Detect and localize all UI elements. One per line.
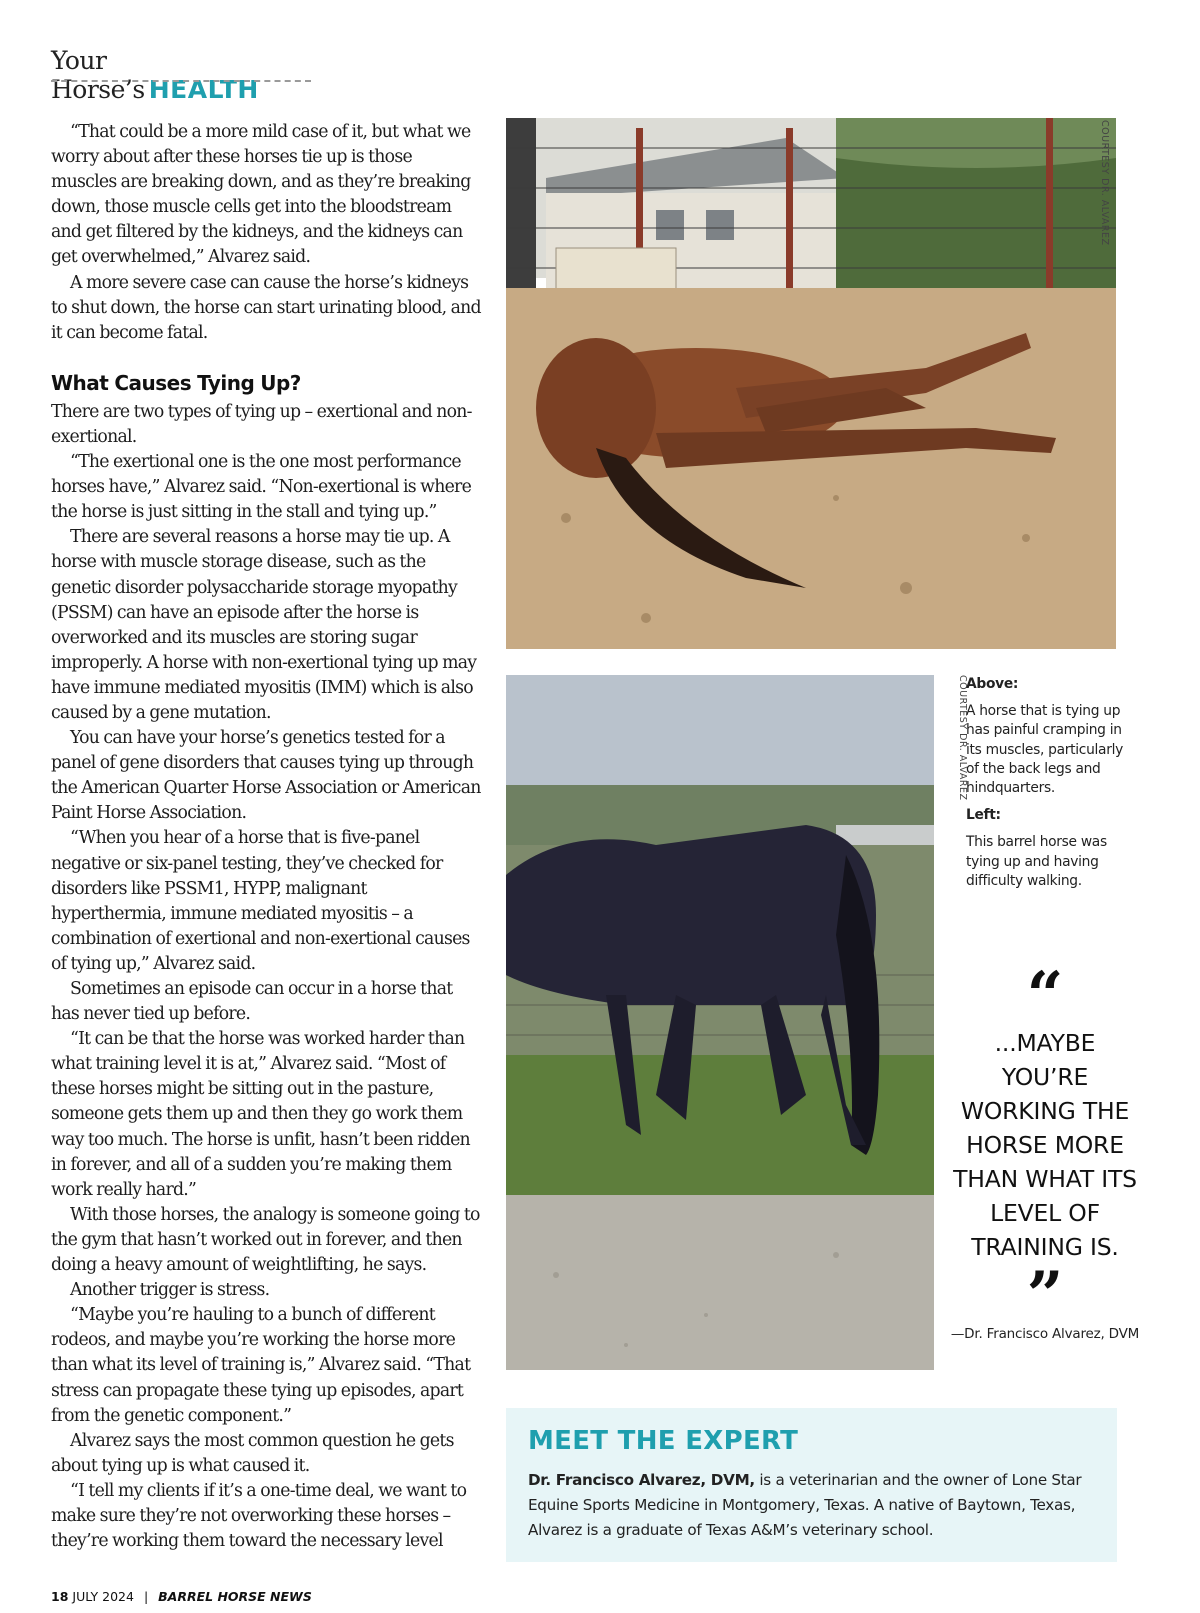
page-footer <box>51 1589 312 1604</box>
pull-quote-text: ...MAYBE YOU’RE WORKING THE HORSE MORE THAN WHAT ITS LEVEL OF TRAINING IS. <box>953 1029 1137 1261</box>
article-paragraph: Another trigger is stress. <box>70 1280 270 1301</box>
photo-credit-top: COURTESY DR. ALVAREZ <box>1099 120 1110 246</box>
article-paragraph: With those horses, the analogy is someone going to the gym that hasn’t worked out in forever, and then doing a heavy amount of weightlifting, he says. <box>51 1204 480 1276</box>
pull-quote-attribution: —Dr. Francisco Alvarez, DVM <box>950 1326 1140 1342</box>
article-column <box>51 120 481 1554</box>
section-header-prefix: Your Horse’s <box>51 46 145 104</box>
article-paragraph: There are two types of tying up – exertional and non-exertional. <box>51 401 472 447</box>
article-paragraph: “Maybe you’re hauling to a bunch of different rodeos, and maybe you’re working the horse more than what its level of training is,” Alvarez said. “That stress can propagate these tying up episodes, apart from the genetic component.” <box>51 1305 471 1426</box>
expert-box-title: MEET THE EXPERT <box>528 1426 799 1456</box>
magazine-name: BARREL HORSE NEWS <box>158 1589 312 1604</box>
expert-box-body <box>528 1468 1096 1543</box>
caption-above-text: A horse that is tying up has painful cramping in its muscles, particularly of the back legs and hindquarters. <box>966 703 1123 797</box>
section-header <box>51 46 311 104</box>
header-dashed-rule <box>51 80 311 82</box>
expert-name: Dr. Francisco Alvarez, DVM, <box>528 1471 755 1489</box>
article-paragraph: A more severe case can cause the horse’s kidneys to shut down, the horse can start urinating blood, and it can become fatal. <box>51 272 481 343</box>
page-number: 18 <box>51 1589 69 1604</box>
footer-separator: | <box>143 1589 149 1604</box>
article-paragraph: Alvarez says the most common question he gets about tying up is what caused it. <box>51 1430 454 1476</box>
article-subhead: What Causes Tying Up? <box>51 370 301 395</box>
photo-horse-lying-down <box>506 118 1116 649</box>
article-paragraph: You can have your horse’s genetics tested for a panel of gene disorders that causes tying up through the American Quarter Horse Association or American Paint Horse Association. <box>51 728 481 824</box>
meet-the-expert-box <box>506 1408 1117 1562</box>
article-paragraph: “It can be that the horse was worked harder than what training level it is at,” Alvarez said. “Most of these horses might be sitting out in the pasture, someone gets them up and then they go work them way too much. The horse is unfit, hasn’t been ridden in forever, and all of a sudden you’re making them work really hard.” <box>51 1029 470 1200</box>
horse-walking-illustration <box>506 675 934 1370</box>
photo-caption <box>966 675 1131 899</box>
article-paragraph: There are several reasons a horse may tie up. A horse with muscle storage disease, such as the genetic disorder polysaccharide storage myopathy (PSSM) can have an episode after the horse is overworked and its muscles are storing sugar improperly. A horse with non-exertional tying up may have immune mediated myositis (IMM) which is also caused by a gene mutation. <box>51 527 477 723</box>
expert-bio: is a veterinarian and the owner of Lone Star Equine Sports Medicine in Montgomery, Texas. A native of Baytown, Texas, Alvarez is a graduate of Texas A&M’s veterinary school. <box>528 1471 1082 1539</box>
photo-credit-bottom: COURTESY DR. ALVAREZ <box>957 675 968 801</box>
caption-left-label: Left: <box>966 807 1001 824</box>
article-paragraph: “I tell my clients if it’s a one-time deal, we want to make sure they’re not overworking these horses – they’re working them toward the necessary level <box>51 1480 467 1552</box>
pull-quote <box>950 958 1140 1342</box>
caption-left-text: This barrel horse was tying up and having difficulty walking. <box>966 834 1107 889</box>
open-quote-icon: “ <box>1026 958 1064 1033</box>
section-header-title: HEALTH <box>148 75 259 104</box>
caption-above-label: Above: <box>966 676 1019 692</box>
photo-horse-walking <box>506 675 968 1370</box>
close-quote-icon: ” <box>1026 1258 1064 1333</box>
horse-lying-illustration <box>506 118 1116 649</box>
article-paragraph: Sometimes an episode can occur in a horse that has never tied up before. <box>51 979 453 1025</box>
article-paragraph: “When you hear of a horse that is five-panel negative or six-panel testing, they’ve checked for disorders like PSSM1, HYPP, malignant hyperthermia, immune mediated myositis – a combination of exertional and non-exertional causes of tying up,” Alvarez said. <box>51 828 470 974</box>
article-paragraph: “That could be a more mild case of it, but what we worry about after these horses tie up is those muscles are breaking down, and as they’re breaking down, those muscle cells get into the bloodstream and get filtered by the kidneys, and the kidneys can get overwhelmed,” Alvarez said. <box>51 122 471 268</box>
article-paragraph: “The exertional one is the one most performance horses have,” Alvarez said. “Non-exertional is where the horse is just sitting in the stall and tying up.” <box>51 452 472 523</box>
issue-date: JULY 2024 <box>72 1589 134 1604</box>
